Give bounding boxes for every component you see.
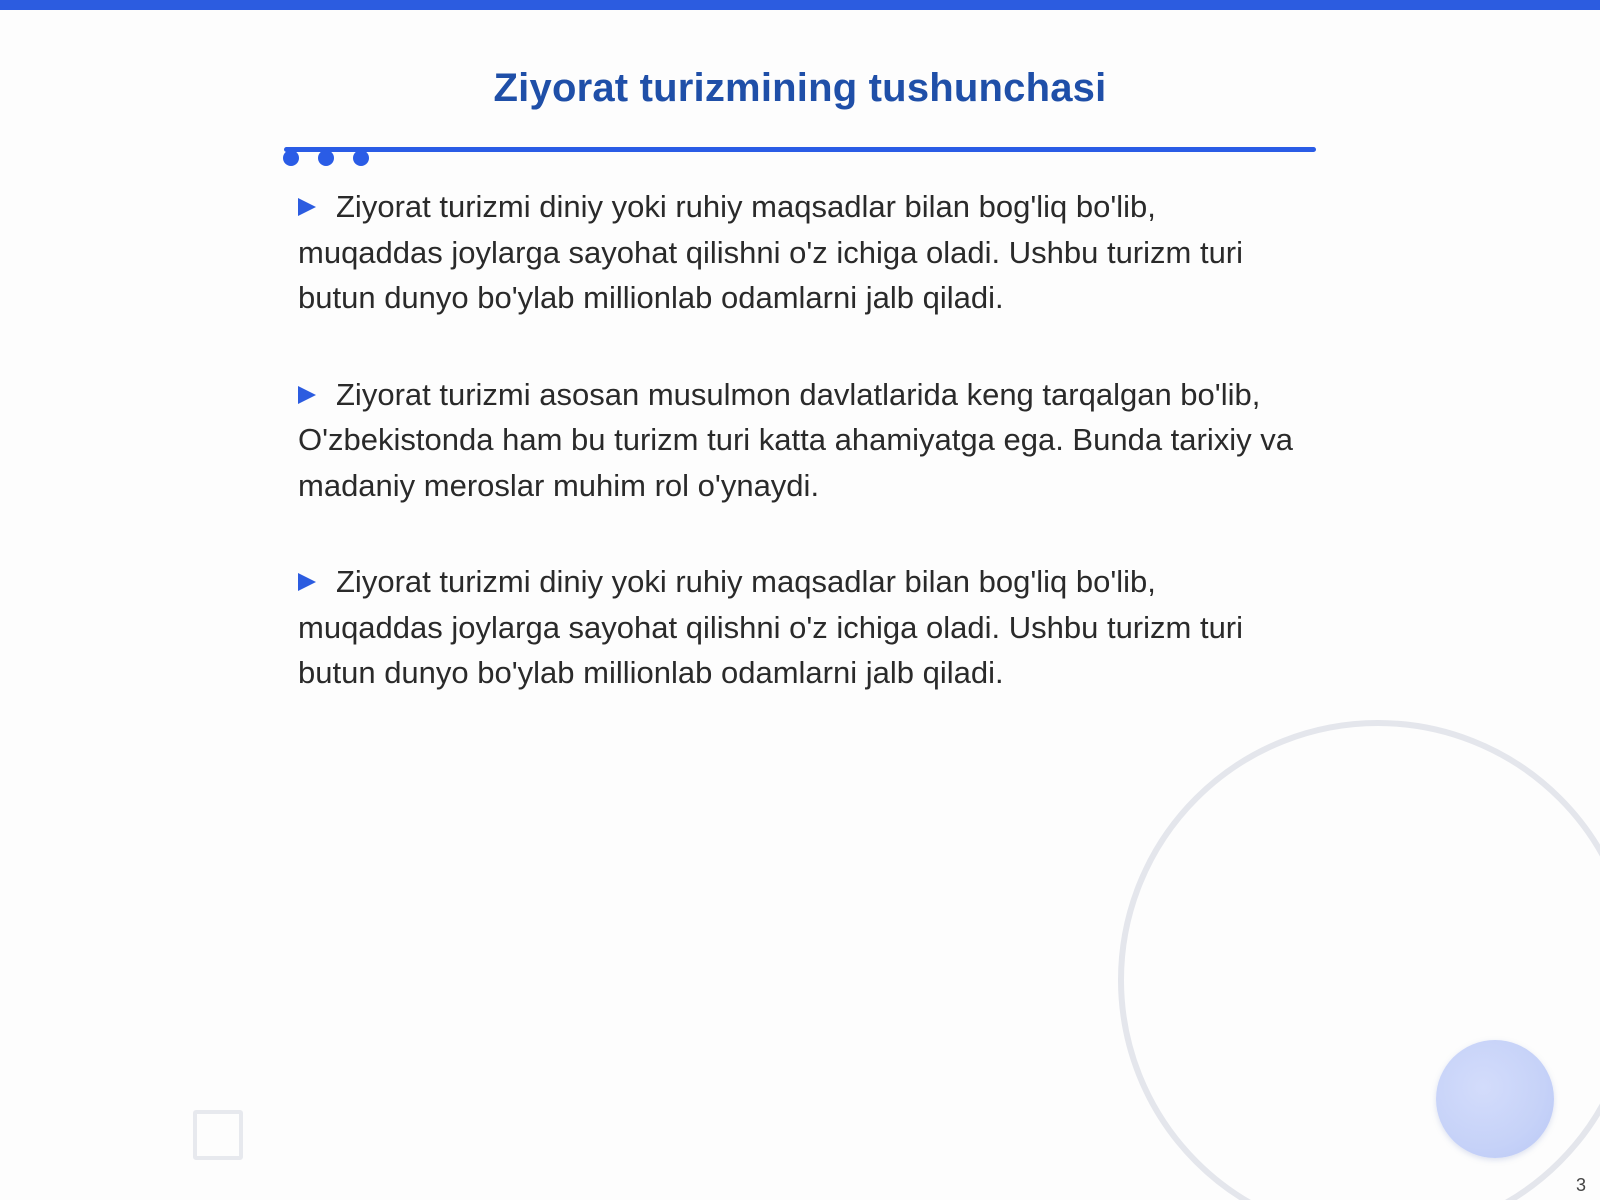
slide-title: Ziyorat turizmining tushunchasi [493, 66, 1107, 110]
bullet-item [298, 559, 1308, 696]
play-arrow-icon [298, 573, 316, 591]
bullet-item [298, 184, 1308, 321]
decorative-dot [283, 150, 299, 166]
decorative-dot [353, 150, 369, 166]
play-arrow-icon [298, 386, 316, 404]
title-underline [284, 147, 1316, 152]
bullet-text: Ziyorat turizmi diniy yoki ruhiy maqsadlar bilan bog'liq bo'lib, muqaddas joylarga sayohat qilishni o'z ichiga oladi. Ushbu turizm turi butun dunyo bo'ylab millionlab odamlarni jalb qiladi. [298, 189, 1244, 315]
decorative-square [193, 1110, 243, 1160]
bullet-list [298, 184, 1308, 747]
page-number: 3 [1575, 1175, 1586, 1195]
decorative-dot [318, 150, 334, 166]
bullet-text: Ziyorat turizmi asosan musulmon davlatlarida keng tarqalgan bo'lib, O'zbekistonda ham bu turizm turi katta ahamiyatga ega. Bunda tarixiy va madaniy meroslar muhim rol o'ynaydi. [298, 376, 1293, 503]
play-arrow-icon [298, 198, 316, 216]
top-accent-bar [0, 0, 1600, 10]
decorative-circle [1436, 1040, 1554, 1158]
bullet-item [298, 372, 1308, 509]
bullet-text: Ziyorat turizmi diniy yoki ruhiy maqsadlar bilan bog'liq bo'lib, muqaddas joylarga sayohat qilishni o'z ichiga oladi. Ushbu turizm turi butun dunyo bo'ylab millionlab odamlarni jalb qiladi. [298, 564, 1244, 690]
